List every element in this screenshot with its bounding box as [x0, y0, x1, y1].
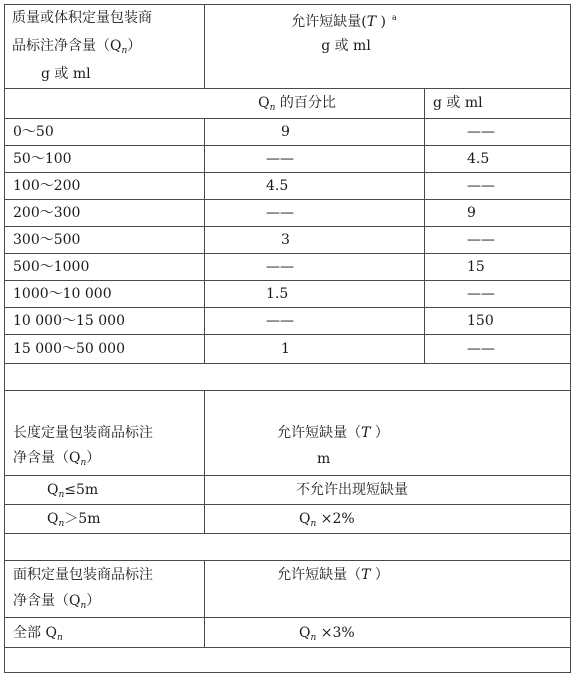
row-divider [5, 560, 570, 561]
unit-cell: —— [467, 232, 495, 248]
range-cell: 50～100 [13, 151, 72, 167]
percent-cell: —— [266, 205, 294, 221]
row-divider [5, 307, 570, 308]
unit-cell: —— [467, 341, 495, 357]
row-divider [5, 118, 570, 119]
unit-cell: 150 [467, 313, 494, 329]
area-header-left-line2: 净含量$(Q_n)$ [13, 593, 101, 611]
unit-cell: 9 [467, 205, 476, 221]
length-value-cell: 不允许出现短缺量 [296, 482, 408, 498]
unit-cell: 15 [467, 259, 485, 275]
range-cell: 0～50 [13, 124, 54, 140]
column-divider [204, 118, 205, 363]
range-cell: 15 000～50 000 [13, 341, 125, 357]
row-divider [5, 334, 570, 335]
area-header-left-line1: 面积定量包装商品标注 [13, 567, 153, 583]
column-divider [424, 88, 425, 363]
area-condition-cell: 全部 $Q_n$ [13, 625, 63, 643]
shortage-table [4, 4, 571, 673]
row-divider [5, 226, 570, 227]
range-cell: 300～500 [13, 232, 81, 248]
percent-cell: 9 [281, 124, 290, 140]
row-divider [5, 88, 570, 89]
length-condition-cell: $Q_n>5m$ [47, 511, 101, 529]
row-divider [5, 280, 570, 281]
percent-cell: 1 [281, 341, 290, 357]
range-cell: 1000～10 000 [13, 286, 112, 302]
range-cell: 100～200 [13, 178, 81, 194]
row-divider [5, 647, 570, 648]
row-divider [5, 172, 570, 173]
area-header-right-line1: 允许短缺量（T ） [277, 567, 389, 583]
unit-cell: —— [467, 286, 495, 302]
row-divider [5, 504, 570, 505]
row-divider [5, 199, 570, 200]
percent-cell: —— [266, 313, 294, 329]
length-header-left-line2: 净含量$(Q_n)$ [13, 450, 101, 468]
range-cell: 500～1000 [13, 259, 90, 275]
mass-header-left-line3: g 或 ml [41, 66, 91, 82]
percent-cell: 4.5 [266, 178, 289, 194]
mass-header-left-line1: 质量或体积定量包装商 [12, 10, 152, 26]
length-header-left-line1: 长度定量包装商品标注 [13, 425, 153, 441]
length-condition-cell: $Q_n\le 5m$ [47, 482, 99, 500]
column-divider [204, 5, 205, 88]
mass-header-right-line2: g 或 ml [321, 38, 371, 54]
row-divider [5, 533, 570, 534]
unit-cell: —— [467, 124, 495, 140]
subheader-percent: $Q_n$ 的百分比 [258, 95, 336, 113]
mass-header-right-line1: 允许短缺量(T ) $^a$ [291, 13, 397, 30]
length-value-cell: $Q_n \times 2\%$ [299, 511, 355, 529]
length-header-right-line1: 允许短缺量（T ） [277, 425, 389, 441]
length-header-right-line2: m [317, 451, 331, 467]
range-cell: 200～300 [13, 205, 81, 221]
percent-cell: 1.5 [266, 286, 289, 302]
mass-header-left-line2: 品标注净含量$(Q_n)$ [12, 38, 142, 56]
area-value-cell: $Q_n \times 3\%$ [299, 625, 355, 643]
row-divider [5, 617, 570, 618]
row-divider [5, 390, 570, 391]
row-divider [5, 475, 570, 476]
percent-cell: —— [266, 151, 294, 167]
subheader-unit: g 或 ml [433, 95, 483, 111]
unit-cell: —— [467, 178, 495, 194]
percent-cell: 3 [281, 232, 290, 248]
column-divider [204, 560, 205, 647]
row-divider [5, 363, 570, 364]
unit-cell: 4.5 [467, 151, 490, 167]
percent-cell: —— [266, 259, 294, 275]
column-divider [204, 390, 205, 533]
range-cell: 10 000～15 000 [13, 313, 125, 329]
row-divider [5, 145, 570, 146]
row-divider [5, 253, 570, 254]
